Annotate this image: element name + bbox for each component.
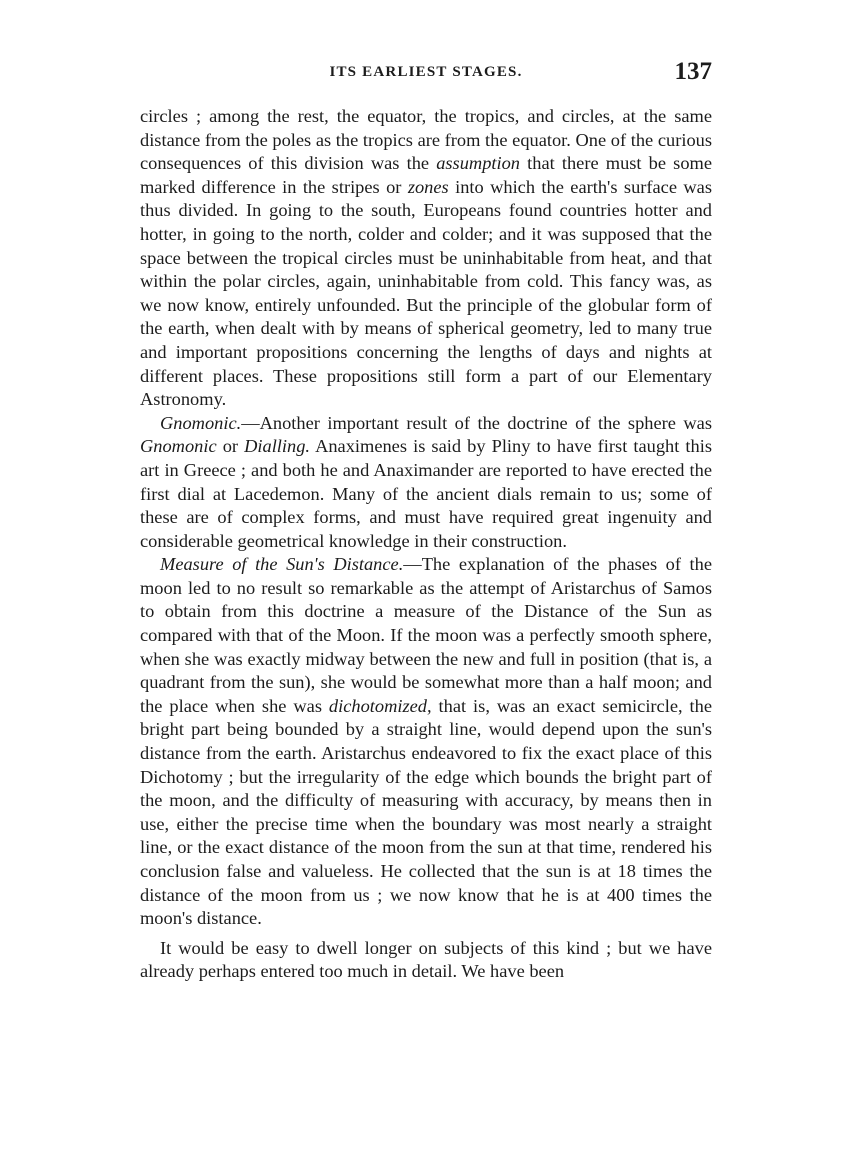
- running-title: ITS EARLIEST STAGES.: [329, 64, 523, 80]
- running-head: [140, 58, 712, 94]
- page-number: 137: [674, 58, 712, 85]
- text-run: or: [216, 436, 245, 457]
- paragraph-closing: It would be easy to dwell longer on subjects of this kind ; but we have already perhaps entered too much in detail. We have been: [140, 937, 712, 982]
- text-run: —Another important result of the doctrine of the sphere was: [241, 412, 712, 433]
- text-run: Anaximenes is said by Pliny to have first taught this art in Greece ; and both he and Anaximander are reported to have erected the first dial at Lacedemon. Many of the ancient dials remain to us; some of these are of complex forms, and must have required great ingenuity and considerable geometrical knowledge in their construction.: [140, 436, 712, 551]
- italic-term-assumption: assumption: [436, 153, 520, 174]
- text-run: that is, was an exact semicircle, the bright part being bounded by a straight line, would depend upon the sun's distance from the earth. Aristarchus endeavored to fix the exact place of this Dichotomy ; but the irregularity of the edge which bounds the bright part of the moon, and the difficulty of measuring with accuracy, by means then in use, either the precise time when the boundary was most nearly a straight line, or the exact distance of the moon from the sun at that time, rendered his conclusion false and valueless. He collected that the sun is at 18 times the distance of the moon from us ; we now know that he is at 400 times the moon's distance.: [140, 695, 712, 929]
- italic-term-gnomonic: Gnomonic: [140, 436, 217, 457]
- section-heading-gnomonic: Gnomonic.: [160, 412, 242, 433]
- section-heading-sun-distance: Measure of the Sun's Distance.: [160, 554, 404, 575]
- paragraph-sun-distance: [140, 553, 712, 931]
- paragraph-gnomonic: [140, 412, 712, 554]
- italic-term-dichotomized: dichotomized,: [328, 695, 432, 716]
- paragraph-zones: [140, 105, 712, 412]
- italic-term-zones: zones: [407, 176, 449, 197]
- text-run: into which the earth's surface was thus divided. In going to the south, Europeans found countries hotter and hotter, in going to the north, colder and colder; and it was supposed that the space between the tropical circles must be uninhabitable from heat, and that within the polar circles, again, uninhabitable from cold. This fancy was, as we now know, entirely unfounded. But the principle of the globular form of the earth, when dealt with by means of spherical geometry, led to many true and important propositions concerning the lengths of days and nights at different places. These propositions still form a part of our Elementary Astronomy.: [140, 176, 712, 410]
- text-run: that there must be some marked difference in the stripes or: [140, 153, 712, 197]
- italic-term-dialling: Dialling.: [244, 436, 311, 457]
- body-text: [140, 105, 712, 984]
- text-run: circles ; among the rest, the equator, the tropics, and circles, at the same distance from the poles as the tropics are from the equator. One of the curious consequences of this division was the: [140, 106, 712, 174]
- text-run: —The explanation of the phases of the moon led to no result so remarkable as the attempt of Aristarchus of Samos to obtain from this doctrine a measure of the Distance of the Sun as compared with that of the Moon. If the moon was a perfectly smooth sphere, when she was exactly midway between the new and full in position (that is, a quadrant from the sun), she would be somewhat more than a half moon; and the place when she was: [140, 554, 712, 716]
